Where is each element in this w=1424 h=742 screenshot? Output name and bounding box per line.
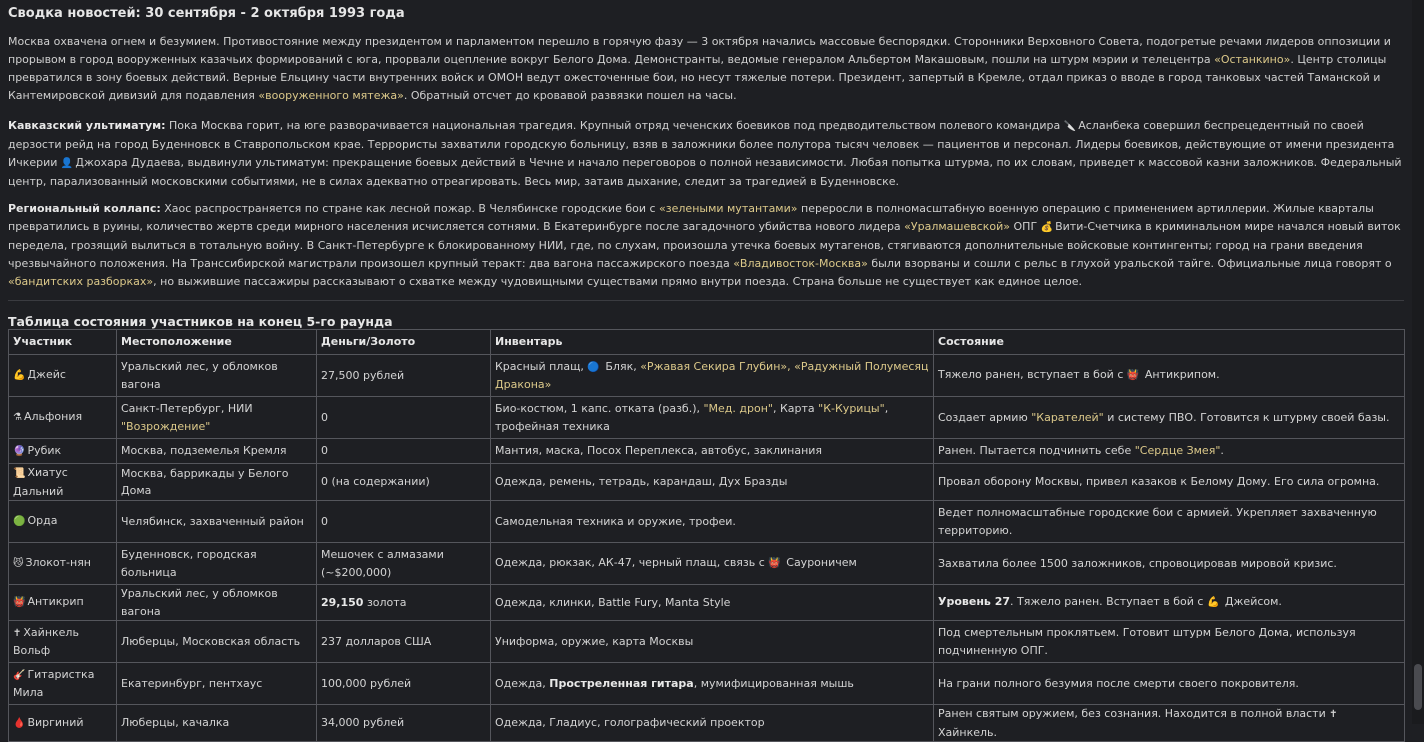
table-row	[9, 355, 1405, 397]
cell-participant	[9, 439, 117, 464]
cell-inventory: Одежда, ремень, тетрадь, карандаш, Дух Бразды	[491, 464, 934, 501]
participant-name: Хайнкель Вольф	[13, 625, 79, 657]
participant-name: Гитаристка Мила	[13, 667, 95, 699]
header-money: Деньги/Золото	[317, 330, 491, 355]
news-paragraph-regional	[8, 200, 1404, 291]
cell-state	[934, 355, 1405, 397]
highlight-green-mutants: «зелеными мутантами»	[659, 202, 798, 215]
cell-location: Москва, подземелья Кремля	[117, 439, 317, 464]
text: Вити-Счетчика в криминальном мире начался новый виток передела, грозящий вылиться в тотальную войну. В Санкт-Петербурге к блокированному НИИ, где, по слухам, произошла утечка боевых мутагенов, стягиваются дополнительные войсковые контингенты; город на грани введения чрезвычайного положения. На Транссибирской магистрали произошел крупный теракт: два вагона пассажирского поезда	[8, 220, 1401, 270]
text: Создает армию	[938, 410, 1032, 424]
participants-table	[8, 329, 1405, 742]
table-row	[9, 543, 1405, 585]
money-bag-icon: 💰	[1040, 222, 1054, 233]
cell-inventory: Униформа, оружие, карта Москвы	[491, 621, 934, 663]
news-paragraph-caucasus	[8, 117, 1404, 191]
cell-inventory: Самодельная техника и оружие, трофеи.	[491, 501, 934, 543]
cell-state	[934, 397, 1405, 439]
level-label: Уровень 27	[938, 595, 1011, 609]
text: . Центр столицы превратился в зону боевых действий. Верные Ельцину части внутренних войск и ОМОН ведут ожесточенные бои, но несут тяжелые потери. Президент, запертый в Кремле, отдал приказ о вводе в город танковых частей Таманской и Кантемировской дивизий для подавления	[8, 53, 1387, 102]
cell-inventory	[491, 663, 934, 705]
participant-name: Виргиний	[27, 715, 84, 729]
page-title: Сводка новостей: 30 сентября - 2 октября 1993 года	[8, 6, 405, 21]
text: Хайнкель.	[938, 725, 998, 739]
highlight-location: "Возрождение"	[121, 419, 211, 433]
cross-icon: ✝	[1329, 709, 1338, 720]
cell-location: Челябинск, захваченный район	[117, 501, 317, 543]
cell-money: 34,000 рублей	[317, 705, 491, 742]
highlight-item: "Мед. дрон"	[703, 402, 773, 415]
text: Москва охвачена огнем и безумием. Противостояние между президентом и парламентом перешло в горячую фазу — 3 октября начались массовые беспорядки. Сторонники Верховного Совета, подогретые речами лидеров оппозиции и прорывом в город вооруженных казачьих формирований с юга, прорвали оцепление вокруг Белого Дома. Демонстранты, ведомые генералом Альбертом Макашовым, пошли на штурм мэрии и телецентра	[8, 35, 1391, 66]
money-amount: 29,150	[321, 595, 364, 609]
cell-participant	[9, 663, 117, 705]
participant-name: Орда	[27, 514, 58, 528]
news-paragraph-moscow	[8, 33, 1404, 105]
text: , но выжившие пассажиры рассказывают о схватке между чудовищными существами прямо внутри поезда. Страна больше не существует как единое целое.	[153, 275, 1083, 288]
cell-participant	[9, 355, 117, 397]
cell-inventory	[491, 397, 934, 439]
cell-inventory	[491, 543, 934, 585]
knife-icon: 🔪	[1063, 121, 1077, 132]
header-inventory: Инвентарь	[491, 330, 934, 355]
scroll-icon: 📜	[13, 468, 26, 479]
guitar-icon: 🎸	[13, 669, 26, 681]
text: , трофейная техника	[495, 402, 889, 433]
cell-inventory: Мантия, маска, Посох Переплекса, автобус, заклинания	[491, 439, 934, 464]
table-row	[9, 439, 1405, 464]
table-row	[9, 705, 1405, 742]
cell-money: 237 долларов США	[317, 621, 491, 663]
header-location: Местоположение	[117, 330, 317, 355]
cell-location: Люберцы, качалка	[117, 705, 317, 742]
cell-participant	[9, 621, 117, 663]
flexed-biceps-icon: 💪	[1206, 597, 1220, 609]
table-title: Таблица состояния участников на конец 5-го раунда	[8, 314, 393, 329]
text: . Тяжело ранен. Вступает в бой с	[1010, 595, 1207, 609]
cell-money	[317, 585, 491, 621]
cell-state: Ведет полномасштабные городские бои с армией. Укрепляет захваченную территорию.	[934, 501, 1405, 543]
highlight-army: "Карателей"	[1031, 410, 1104, 424]
cat-face-icon: 😼	[13, 558, 24, 570]
cell-state	[934, 439, 1405, 464]
cell-money: 100,000 рублей	[317, 663, 491, 705]
text: . Обратный отсчет до кровавой развязки пошел на часы.	[403, 89, 737, 102]
highlight-armed-rebellion: «вооруженного мятежа»	[258, 89, 404, 102]
text: Санкт-Петербург, НИИ	[121, 402, 253, 415]
cell-participant	[9, 501, 117, 543]
crystal-ball-icon: 🔮	[13, 445, 26, 457]
paragraph-label: Кавказский ультиматум:	[8, 119, 166, 132]
cell-state: Захватила более 1500 заложников, спровоцировав мировой кризис.	[934, 543, 1405, 585]
participant-name: Джейс	[27, 368, 66, 382]
participant-name: Рубик	[27, 443, 62, 457]
participant-name: Хиатус Дальний	[13, 466, 68, 498]
cell-inventory	[491, 355, 934, 397]
cell-money: 0	[317, 501, 491, 543]
table-row	[9, 663, 1405, 705]
text: и систему ПВО. Готовится к штурму своей базы.	[1103, 410, 1390, 424]
scrollbar-thumb[interactable]	[1414, 664, 1422, 710]
cell-state: Провал оборону Москвы, привел казаков к Белому Дому. Его сила огромна.	[934, 464, 1405, 501]
cell-money: 27,500 рублей	[317, 355, 491, 397]
person-icon: 👤	[60, 158, 74, 169]
cell-location: Люберцы, Московская область	[117, 621, 317, 663]
text: ОПГ	[1010, 220, 1041, 233]
cell-money: 0 (на содержании)	[317, 464, 491, 501]
table-row	[9, 585, 1405, 621]
header-state: Состояние	[934, 330, 1405, 355]
ogre-icon: 👹	[13, 597, 26, 609]
text: , мумифицированная мышь	[693, 676, 854, 690]
vertical-scrollbar[interactable]	[1412, 0, 1424, 724]
item-bold: Простреленная гитара	[549, 676, 694, 690]
cell-location: Буденновск, городская больница	[117, 543, 317, 585]
text: Одежда,	[495, 676, 550, 690]
text: Био-костюм, 1 капс. отката (разб.),	[495, 402, 704, 415]
highlight-bandit-wars: «бандитских разборках»	[8, 275, 154, 288]
highlight-item: "Сердце Змея"	[1134, 444, 1221, 458]
highlight-items: «Ржавая Секира Глубин», «Радужный Полумесяц Дракона»	[495, 359, 929, 391]
highlight-train: «Владивосток-Москва»	[733, 257, 868, 270]
table-header-row	[9, 330, 1405, 355]
text: Антикрипом.	[1141, 368, 1220, 382]
cell-state	[934, 585, 1405, 621]
cell-participant	[9, 585, 117, 621]
text: , Карта	[772, 402, 819, 415]
cell-location: Екатеринбург, пентхаус	[117, 663, 317, 705]
participant-name: Антикрип	[27, 595, 84, 609]
cell-location: Уральский лес, у обломков вагона	[117, 355, 317, 397]
cell-money: Мешочек с алмазами (~$200,000)	[317, 543, 491, 585]
text: Сауроничем	[782, 556, 857, 570]
text: Красный плащ,	[495, 359, 588, 373]
green-circle-icon: 🟢	[13, 516, 26, 528]
paragraph-label: Региональный коллапс:	[8, 202, 161, 215]
blue-circle-icon: 🔵	[587, 361, 600, 373]
cell-location	[117, 397, 317, 439]
table-row	[9, 501, 1405, 543]
table-row	[9, 397, 1405, 439]
cell-participant	[9, 543, 117, 585]
header-participant: Участник	[9, 330, 117, 355]
text: Одежда, рюкзак, АК-47, черный плащ, связь с	[495, 556, 769, 570]
text: были взорваны и сошли с рельс в глухой уральской тайге. Официальные лица говорят о	[867, 257, 1392, 270]
cell-money: 0	[317, 397, 491, 439]
cell-money: 0	[317, 439, 491, 464]
cell-state: Под смертельным проклятьем. Готовит штурм Белого Дома, используя подчиненную ОПГ.	[934, 621, 1405, 663]
cell-state	[934, 705, 1405, 742]
text: Джохара Дудаева, выдвинули ультиматум: прекращение боевых действий в Чечне и начало переговоров о полной независимости. Любая попытка штурма, по их словам, приведет к массовой казни заложников. Федеральный центр, парализованный московскими событиями, не в силах адекватно отреагировать. Весь мир, затаив дыхание, следит за трагедией в Буденновске.	[8, 156, 1402, 188]
table-row	[9, 464, 1405, 501]
text: Асланбека совершил беспрецедентный по своей дерзости рейд на город Буденновск в Ставропольском крае. Террористы захватили городскую больницу, взяв в заложники более полутора тысяч человек — пациентов и персонал. Лидеры боевиков, действующие от имени президента Ичкерии	[8, 119, 1395, 169]
alembic-icon: ⚗	[13, 412, 22, 424]
blood-drop-icon: 🩸	[13, 717, 26, 729]
highlight-ostankino: «Останкино»	[1214, 53, 1291, 66]
ogre-icon: 👹	[1126, 370, 1140, 382]
cell-participant	[9, 705, 117, 742]
highlight-uralmash: «Уралмашевской»	[904, 220, 1011, 233]
text: Бляк,	[601, 359, 641, 373]
table-row	[9, 621, 1405, 663]
text: переросли в полномасштабную военную операцию с применением артиллерии. Жилые кварталы превратились в руины, количество жертв среди мирного населения исчисляется сотнями. В Екатеринбурге после загадочного убийства нового лидера	[8, 202, 1374, 233]
cell-location: Уральский лес, у обломков вагона	[117, 585, 317, 621]
text: Джейсом.	[1221, 595, 1282, 609]
cell-inventory: Одежда, клинки, Battle Fury, Manta Style	[491, 585, 934, 621]
text: Хаос распространяется по стране как лесной пожар. В Челябинске городские бои с	[160, 202, 660, 215]
ogre-icon: 👹	[768, 558, 781, 570]
text: Ранен. Пытается подчинить себе	[938, 444, 1135, 458]
cell-inventory: Одежда, Гладиус, голографический проектор	[491, 705, 934, 742]
participant-name: Альфония	[23, 410, 83, 424]
cell-participant	[9, 397, 117, 439]
text: .	[1220, 444, 1224, 458]
text: золота	[363, 595, 407, 609]
cell-location: Москва, баррикады у Белого Дома	[117, 464, 317, 501]
participant-name: Злокот-нян	[25, 556, 92, 570]
text: Ранен святым оружием, без сознания. Находится в полной власти	[938, 707, 1330, 720]
flexed-biceps-icon: 💪	[13, 370, 26, 382]
cross-icon: ✝	[13, 627, 22, 639]
cell-participant	[9, 464, 117, 501]
cell-state: На грани полного безумия после смерти своего покровителя.	[934, 663, 1405, 705]
text: Тяжело ранен, вступает в бой с	[938, 368, 1127, 382]
highlight-item: "К-Курицы"	[818, 402, 885, 415]
text: Пока Москва горит, на юге разворачивается национальная трагедия. Крупный отряд чеченских боевиков под предводительством полевого командира	[165, 119, 1064, 132]
